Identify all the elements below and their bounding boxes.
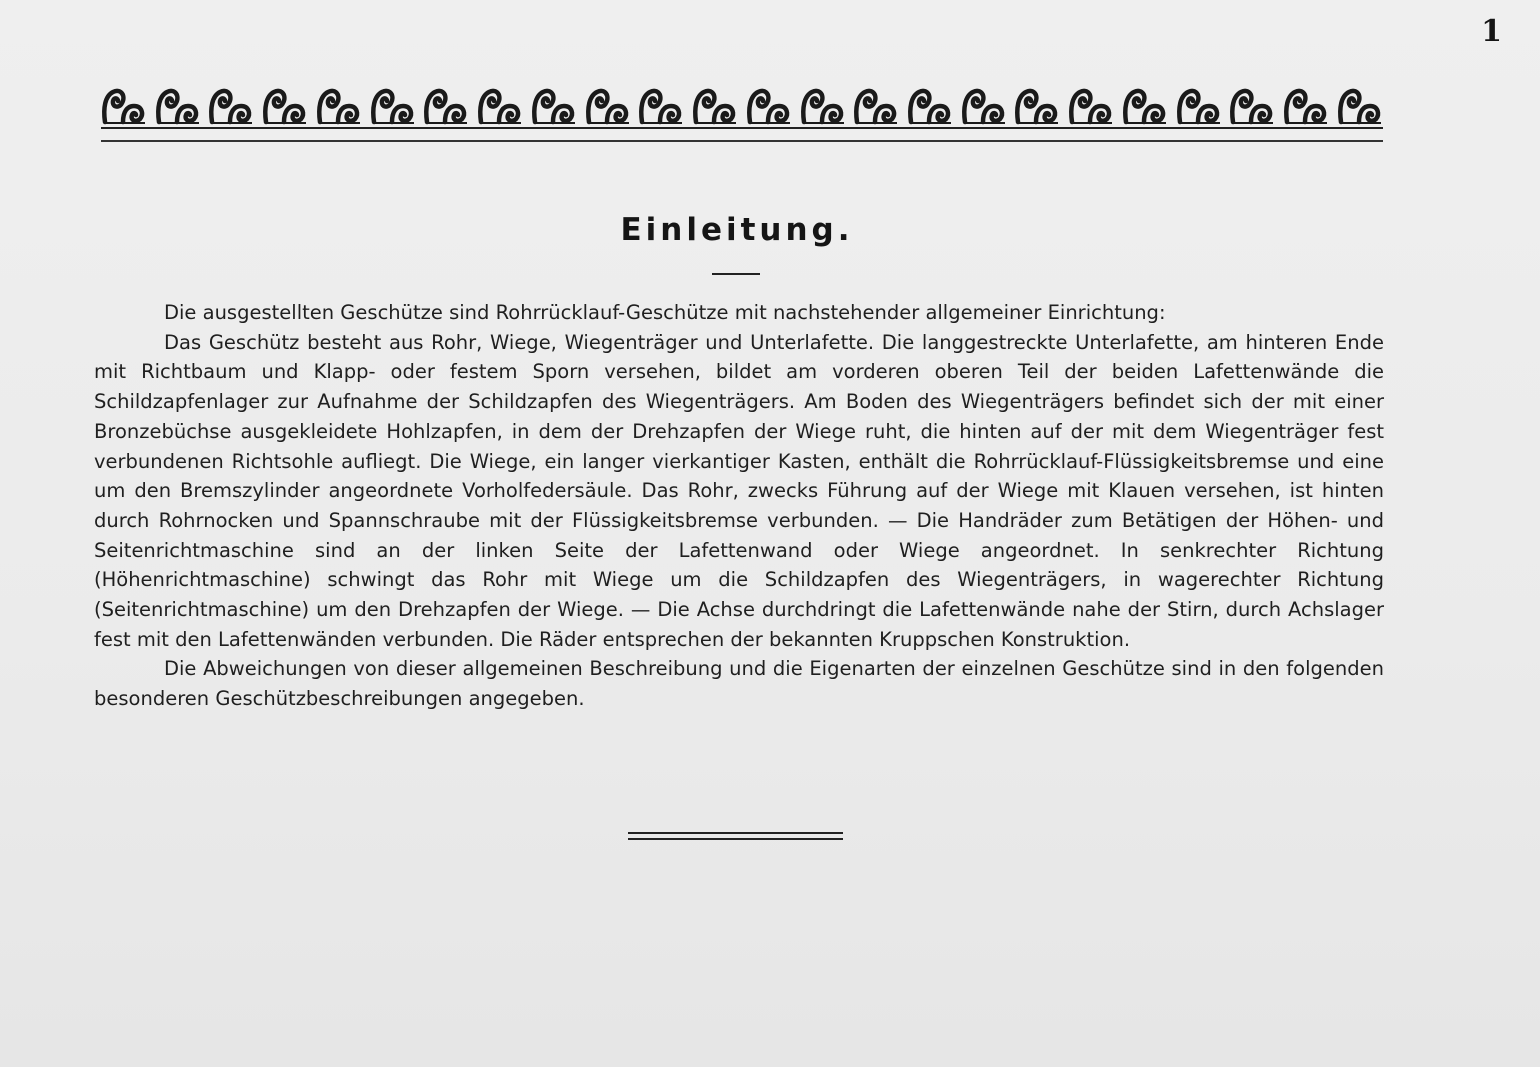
ornament-scroll-icon bbox=[208, 86, 254, 126]
ornament-scroll-icon bbox=[1068, 86, 1114, 126]
ornament-scroll-icon bbox=[585, 86, 631, 126]
header-rule-lower bbox=[101, 140, 1383, 142]
title-underline-rule bbox=[712, 273, 760, 275]
ornament-scroll-icon bbox=[477, 86, 523, 126]
ornament-scroll-icon bbox=[531, 86, 577, 126]
ornament-scroll-icon bbox=[423, 86, 469, 126]
page-number: 1 bbox=[1481, 14, 1502, 49]
ornament-scroll-icon bbox=[262, 86, 308, 126]
decorative-border-ornament bbox=[101, 80, 1383, 126]
paragraph-intro: Die ausgestellten Geschütze sind Rohrrücklauf-Geschütze mit nachstehender allgemeiner Einrichtung: bbox=[164, 301, 1166, 324]
ornament-scroll-icon bbox=[746, 86, 792, 126]
ornament-scroll-icon bbox=[692, 86, 738, 126]
body-text bbox=[94, 298, 1384, 714]
ornament-scroll-icon bbox=[1337, 86, 1383, 126]
paragraph-description: Das Geschütz besteht aus Rohr, Wiege, Wiegenträger und Unterlafette. Die langgestreckte Unterlafette, am hinteren Ende mit Richtbaum und Klapp- oder festem Sporn versehen, bildet am vorderen oberen Teil der beiden Lafettenwände die Schildzapfenlager zur Aufnahme der Schildzapfen des Wiegenträgers. Am Boden des Wiegenträgers befindet sich der mit einer Bronzebüchse ausgekleidete Hohlzapfen, in dem der Drehzapfen der Wiege ruht, die hinten auf der mit dem Wiegenträger fest verbundenen Richtsohle aufliegt. Die Wiege, ein langer vierkantiger Kasten, enthält die Rohrrücklauf-Flüssigkeitsbremse und eine um den Bremszylinder angeordnete Vorholfedersäule. Das Rohr, zwecks Führung auf der Wiege mit Klauen versehen, ist hinten durch Rohrnocken und Spannschraube mit der Flüssigkeitsbremse verbunden. — Die Handräder zum Betätigen der Höhen- und Seitenrichtmaschine sind an der linken Seite der Lafettenwand oder Wiege angeordnet. In senkrechter Richtung (Höhenrichtmaschine) schwingt das Rohr mit Wiege um die Schildzapfen des Wiegenträgers, in wagerechter Richtung (Seitenrichtmaschine) um den Drehzapfen der Wiege. — Die Achse durchdringt die Lafettenwände nahe der Stirn, durch Achslager fest mit den Lafettenwänden verbunden. Die Räder entsprechen der bekannten Kruppschen Konstruktion. bbox=[94, 330, 1384, 651]
ornament-scroll-icon bbox=[1122, 86, 1168, 126]
ornament-scroll-icon bbox=[800, 86, 846, 126]
footer-rule-lower bbox=[628, 838, 843, 840]
footer-rule-upper bbox=[628, 832, 843, 834]
ornament-scroll-icon bbox=[1014, 86, 1060, 126]
header-rule-upper bbox=[101, 127, 1383, 129]
ornament-scroll-icon bbox=[370, 86, 416, 126]
ornament-scroll-icon bbox=[853, 86, 899, 126]
ornament-scroll-icon bbox=[101, 86, 147, 126]
ornament-scroll-icon bbox=[316, 86, 362, 126]
ornament-scroll-icon bbox=[155, 86, 201, 126]
ornament-scroll-icon bbox=[1229, 86, 1275, 126]
paragraph-deviations: Die Abweichungen von dieser allgemeinen Beschreibung und die Eigenarten der einzelnen Geschütze sind in den folgenden besonderen Geschützbeschreibungen angegeben. bbox=[94, 657, 1384, 711]
ornament-scroll-icon bbox=[638, 86, 684, 126]
ornament-scroll-icon bbox=[1283, 86, 1329, 126]
ornament-scroll-icon bbox=[907, 86, 953, 126]
page-title: Einleitung. bbox=[620, 212, 854, 248]
ornament-scroll-icon bbox=[961, 86, 1007, 126]
ornament-scroll-icon bbox=[1176, 86, 1222, 126]
